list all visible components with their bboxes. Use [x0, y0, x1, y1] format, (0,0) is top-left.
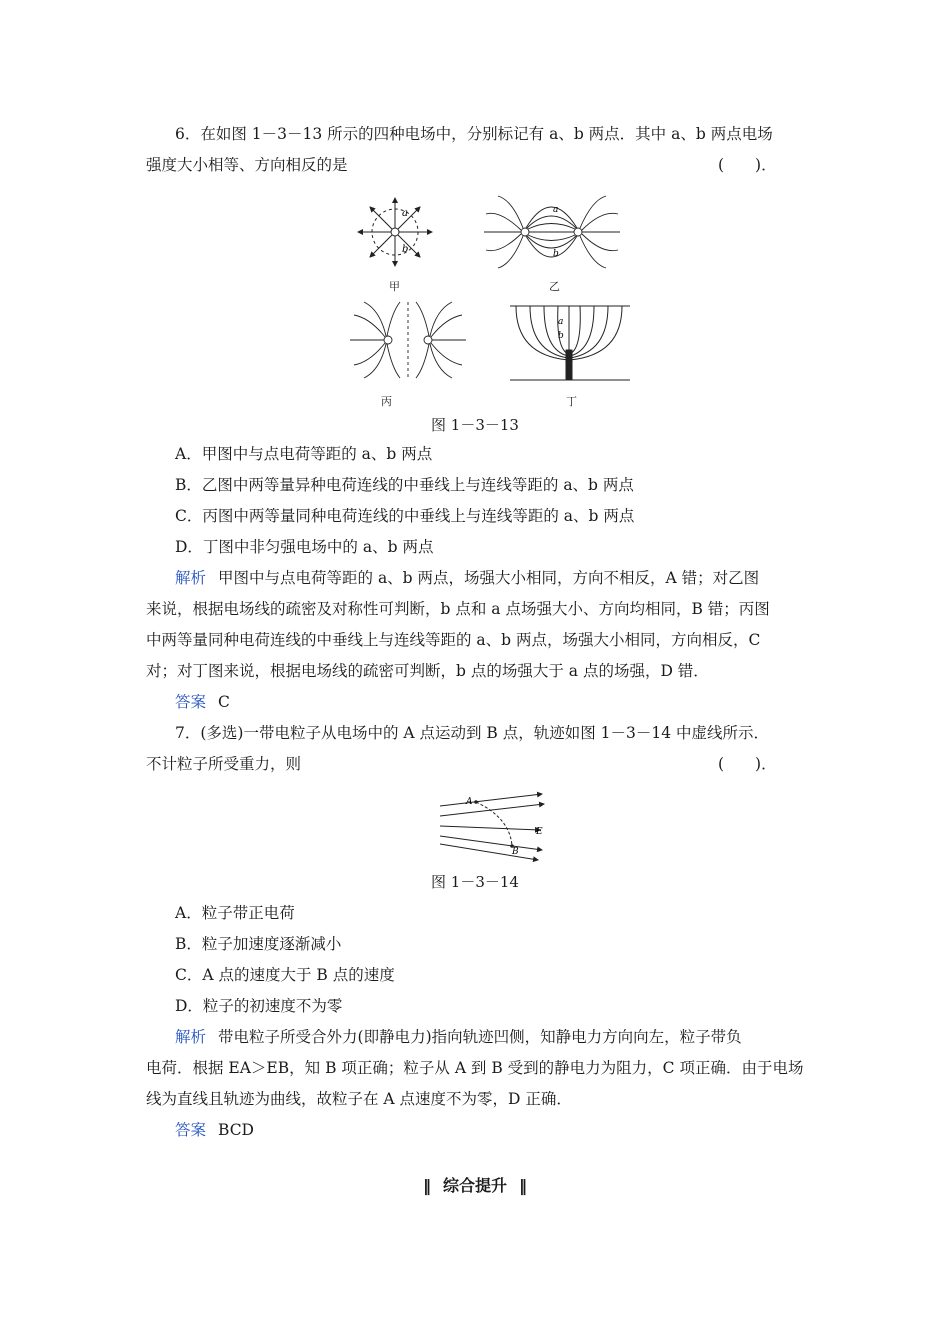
sub-label-jia: 甲	[389, 280, 400, 293]
q6-stem-line2: 强度大小相等、方向相反的是	[146, 156, 348, 174]
q6-option-b: B．乙图中两等量异种电荷连线的中垂线上与连线等距的 a、b 两点	[175, 476, 634, 494]
q6-answer-paren: ( )．	[718, 156, 777, 174]
fig14-label-b: B	[512, 847, 519, 857]
q7-option-c: C．A 点的速度大于 B 点的速度	[175, 966, 395, 984]
q7-stem-line1: 7．(多选)一带电粒子从电场中的 A 点运动到 B 点，轨迹如图 1－3－14 中虚线所示．	[175, 724, 770, 742]
diagram-yi	[484, 196, 620, 268]
fig14-label-a: A	[466, 797, 473, 807]
jia-point-a: a	[402, 208, 408, 219]
q6-answer-value: C	[218, 693, 230, 711]
q7-analysis-text1: 带电粒子所受合外力(即静电力)指向轨迹凹侧，知静电力方向向左，粒子带负	[218, 1028, 742, 1046]
diagram-jia	[358, 198, 432, 266]
figure-1-3-14	[430, 790, 560, 865]
q7-analysis-line2: 电荷．根据 EA＞EB，知 B 项正确；粒子从 A 到 B 受到的静电力为阻力，C 项正确．由于电场	[146, 1059, 804, 1077]
q6-analysis-line2: 来说，根据电场线的疏密及对称性可判断，b 点和 a 点场强大小、方向均相同，B 错；丙图	[146, 600, 770, 618]
q7-option-d: D．粒子的初速度不为零	[175, 997, 343, 1015]
q7-option-b: B．粒子加速度逐渐减小	[175, 935, 342, 953]
section-heading-text: 综合提升	[442, 1176, 507, 1195]
figure-1-3-13	[340, 190, 640, 415]
q7-answer-line	[175, 1119, 254, 1141]
q6-analysis-line1	[175, 567, 759, 589]
ding-point-b: b	[558, 331, 564, 341]
diagram-bing	[350, 302, 466, 380]
q7-analysis-line3: 线为直线且轨迹为曲线，故粒子在 A 点速度不为零，D 正确．	[146, 1090, 572, 1108]
yi-point-b: b	[553, 249, 559, 259]
q7-answer-paren: ( )．	[718, 755, 777, 773]
diagram-ding	[510, 306, 630, 380]
q6-answer-label: 答案	[175, 693, 207, 711]
q6-option-d: D．丁图中非匀强电场中的 a、b 两点	[175, 538, 434, 556]
q7-analysis-label: 解析	[175, 1028, 207, 1046]
q7-answer-value: BCD	[218, 1121, 254, 1139]
q7-stem-line2: 不计粒子所受重力，则	[146, 755, 302, 773]
sub-label-yi: 乙	[549, 280, 560, 293]
sub-label-bing: 丙	[381, 395, 392, 408]
q6-stem-line1: 6．在如图 1－3－13 所示的四种电场中，分别标记有 a、b 两点．其中 a、b 两点电场	[175, 125, 773, 143]
q6-analysis-line3: 中两等量同种电荷连线的中垂线上与连线等距的 a、b 两点，场强大小相同，方向相反，C	[146, 631, 761, 649]
q6-analysis-label: 解析	[175, 569, 207, 587]
q7-option-a: A．粒子带正电荷	[175, 904, 295, 922]
q6-option-a: A．甲图中与点电荷等距的 a、b 两点	[175, 445, 433, 463]
q6-answer-line	[175, 691, 230, 713]
yi-point-a: a	[553, 205, 559, 215]
sub-label-ding: 丁	[566, 395, 577, 408]
q6-option-c: C．丙图中两等量同种电荷连线的中垂线上与连线等距的 a、b 两点	[175, 507, 635, 525]
q7-analysis-line1	[175, 1026, 742, 1048]
figure-caption-1-3-13: 图 1－3－13	[431, 416, 519, 434]
section-heading: ‖ 综合提升 ‖	[422, 1176, 527, 1195]
q7-answer-label: 答案	[175, 1121, 207, 1139]
figure-caption-1-3-14: 图 1－3－14	[431, 873, 519, 891]
q6-analysis-text1: 甲图中与点电荷等距的 a、b 两点，场强大小相同，方向不相反，A 错；对乙图	[218, 569, 760, 587]
fig14-label-e: E	[536, 827, 543, 837]
ding-point-a: a	[558, 317, 564, 327]
jia-point-b: b	[402, 244, 409, 255]
q6-analysis-line4: 对；对丁图来说，根据电场线的疏密可判断，b 点的场强大于 a 点的场强，D 错．	[146, 662, 709, 680]
